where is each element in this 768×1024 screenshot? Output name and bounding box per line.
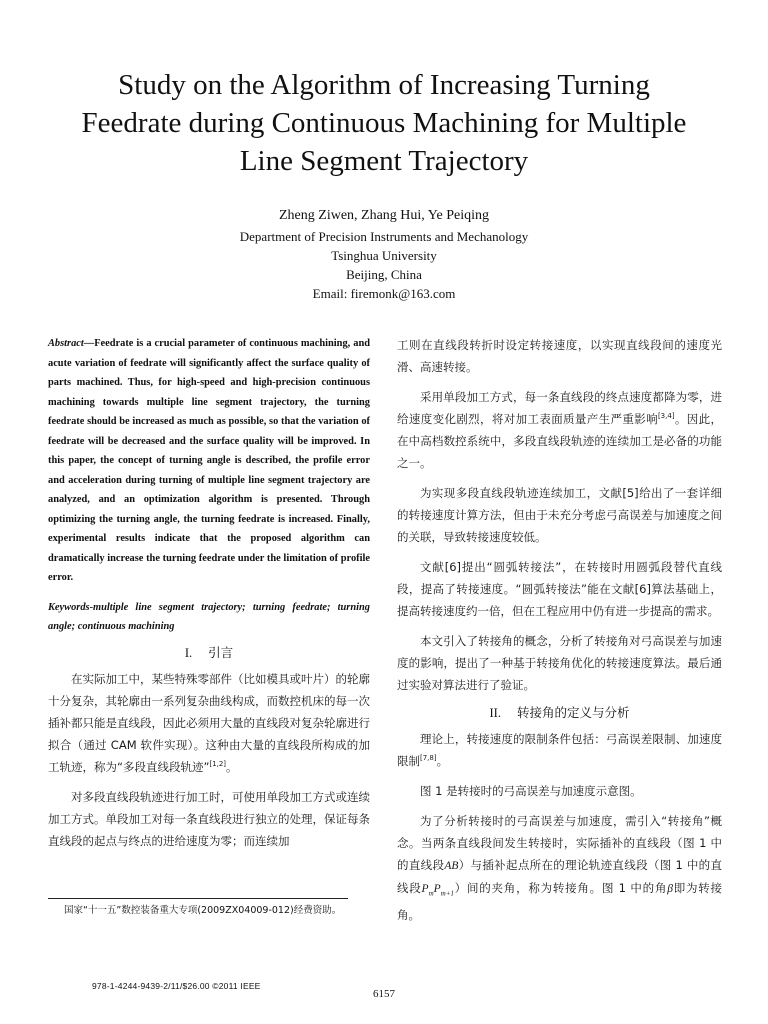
section-number-1: I. [184, 645, 193, 660]
section1-p1-text: 在实际加工中，某些特殊零部件（比如模具或叶片）的轮廓十分复杂，其轮廓由一系列复杂曲线构成，而数控机床的每一次插补都只能是直线段，因此必须用大量的直线段对复杂轮廓进行拟合（通过 CAM 软件实现）。这种由大量的直线段所构成的加工轨迹，称为“多段直线段轨迹” [48, 671, 370, 774]
citation-ref: [3,4] [657, 412, 675, 421]
footnote: 国家“十一五”数控装备重大专项(2009ZX04009-012)经费资助。 [64, 905, 342, 916]
section-number-2: II. [489, 706, 501, 720]
author-university: Tsinghua University [331, 248, 437, 263]
section1-paragraph-1 [48, 668, 370, 778]
section-title-1: 引言 [208, 644, 234, 660]
right-paragraph-2: 为实现多段直线段轨迹连续加工，文献[5]给出了一套详细的转接速度计算方法，但由于未充分考虑弓高误差与加速度之间的关联，导致转接速度较低。 [397, 486, 722, 544]
math-sub-m1: m+1 [440, 889, 454, 898]
right-p5-text-a: 理论上，转接速度的限制条件包括：弓高误差限制、加速度限制 [397, 732, 722, 768]
title-line-3: Line Segment Trajectory [239, 145, 529, 177]
math-P2: P [433, 883, 441, 895]
keywords: Keywords-multiple line segment trajectory; turning feedrate; turning angle; continuous machining [48, 601, 370, 632]
section1-p1-end: 。 [226, 759, 238, 774]
right-p7-text-d: 即为转接角。 [397, 881, 722, 923]
right-column [397, 334, 722, 934]
title-line-2: Feedrate during Continuous Machining for Multiple [81, 107, 687, 139]
right-p1-text-a: 采用单段加工方式，每一条直线段的终点速度都降为零，进给速度变化剧烈，将对加工表面质量产生严重影响 [397, 390, 722, 426]
right-paragraph-3: 文献[6]提出“圆弧转接法”，在转接时用圆弧段替代直线段，提高了转接速度。“圆弧转接法”能在文献[6]算法基础上，提高转接速度约一倍，但在工程应用中仍有进一步提高的需求。 [397, 560, 722, 618]
abstract-text: Feedrate is a crucial parameter of continuous machining, and acute variation of feedrate will significantly affect the surface quality of parts machined. Thus, for high-speed and high-precision continuous machining towards multiple line segment trajectory, the turning feedrate should be increased as much as possible, so that the variation of feedrate will be decreased and the surface quality will be improved. In this paper, the concept of turning angle is described, the profile error and acceleration during turning of multiple line segment trajectory are analyzed, and an optimization algorithm is presented. Through optimizing the turning angle, the turning feedrate is increased. Finally, experimental results indicate that the proposed algorithm can dramatically increase the turning feedrate under the limitation of profile error. [48, 338, 370, 583]
right-p1-text-b: 。因此，在中高档数控系统中，多段直线段轨迹的连续加工是必备的功能之一。 [397, 412, 723, 470]
right-paragraph-4: 本文引入了转接角的概念，分析了转接角对弓高误差与加速度的影响，提出了一种基于转接角优化的转接速度算法。最后通过实验对算法进行了验证。 [397, 634, 722, 692]
author-email: Email: firemonk@163.com [312, 286, 456, 301]
math-Pm [421, 883, 454, 898]
math-sub-m: m [428, 889, 434, 898]
left-column [48, 334, 370, 860]
abstract [48, 334, 370, 588]
author-city: Beijing, China [346, 267, 422, 282]
section-heading-2 [397, 704, 722, 722]
page-number: 6157 [373, 988, 395, 1000]
paper-title [40, 66, 728, 180]
abstract-lead: Abstract [48, 338, 84, 349]
author-department: Department of Precision Instruments and Mechanology [239, 229, 529, 244]
right-paragraph-6: 图 1 是转接时的弓高误差与加速度示意图。 [420, 784, 642, 798]
math-P: P [421, 883, 429, 895]
section-heading-1 [48, 644, 370, 662]
right-p5-text-b: 。 [436, 754, 449, 768]
title-line-1: Study on the Algorithm of Increasing Turning [118, 69, 650, 101]
right-p7-text-a: 为了分析转接时的弓高误差与加速度，需引入“转接角”概念。当两条直线段间发生转接时，实际插补的直线段（图 1 中的直线段 [397, 814, 722, 872]
abstract-dash: — [83, 338, 95, 349]
right-paragraph-7 [397, 810, 722, 926]
citation-ref: [1,2] [209, 759, 227, 768]
right-p7-text-b: ）与插补起点所在的理论轨迹直线段（图 1 中的直线段 [397, 858, 722, 895]
math-beta: β [667, 883, 673, 895]
right-paragraph-5 [397, 728, 722, 772]
math-AB: AB [444, 860, 459, 872]
footnote-divider [48, 898, 348, 899]
right-paragraph-0: 工则在直线段转折时设定转接速度，以实现直线段间的速度光滑、高速转接。 [397, 338, 722, 374]
section1-paragraph-2: 对多段直线段轨迹进行加工时，可使用单段加工方式或连续加工方式。单段加工对每一条直线段进行独立的处理，保证每条直线段的起点与终点的进给速度为零；而连续加 [48, 789, 370, 848]
author-block [100, 206, 668, 303]
right-p7-text-c: ）间的夹角，称为转接角。图 1 中的角 [453, 881, 668, 895]
section-title-2: 转接角的定义与分析 [516, 705, 630, 720]
author-names: Zheng Ziwen, Zhang Hui, Ye Peiqing [279, 208, 489, 223]
right-paragraph-1 [397, 386, 722, 474]
citation-ref: [7,8] [420, 754, 437, 763]
isbn-copyright: 978-1-4244-9439-2/11/$26.00 ©2011 IEEE [92, 981, 261, 991]
